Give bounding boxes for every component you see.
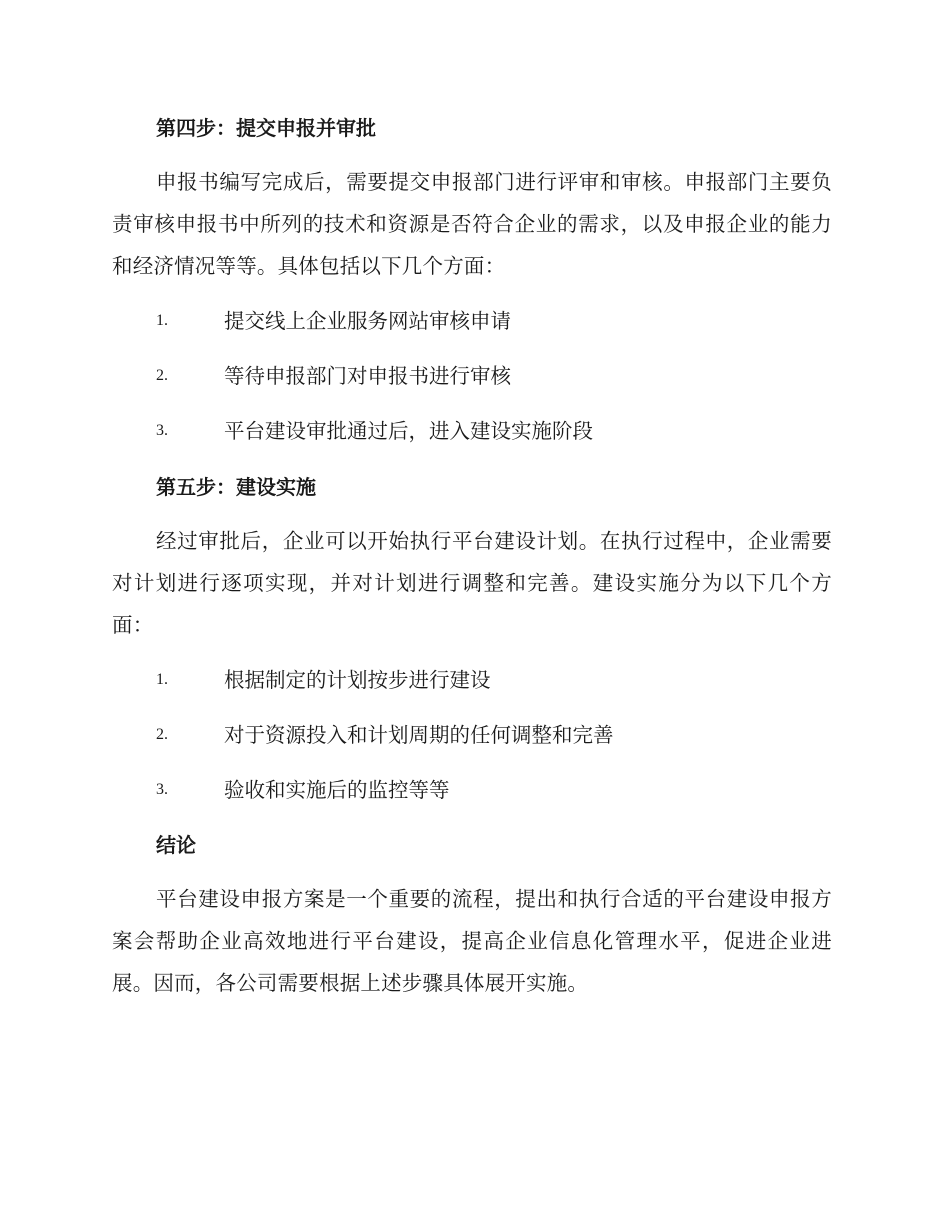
list-number: 3.	[156, 781, 168, 798]
list-text: 验收和实施后的监控等等	[224, 778, 450, 802]
list-number: 2.	[156, 367, 168, 384]
section-4-paragraph: 申报书编写完成后，需要提交申报部门进行评审和审核。申报部门主要负责审核申报书中所列的技术和资源是否符合企业的需求，以及申报企业的能力和经济情况等等。具体包括以下几个方面：	[112, 170, 832, 278]
list-number: 1.	[156, 312, 168, 329]
list-number: 3.	[156, 422, 168, 439]
conclusion-heading: 结论	[156, 833, 196, 857]
list-number: 1.	[156, 671, 168, 688]
section-4-list-item-2	[112, 361, 832, 391]
list-number: 2.	[156, 726, 168, 743]
list-text: 提交线上企业服务网站审核申请	[224, 309, 511, 333]
conclusion-paragraph: 平台建设申报方案是一个重要的流程，提出和执行合适的平台建设申报方案会帮助企业高效地进行平台建设，提高企业信息化管理水平，促进企业进展。因而，各公司需要根据上述步骤具体展开实施。	[112, 887, 832, 995]
section-5-list-item-2	[112, 720, 832, 750]
section-4-list-item-3	[112, 416, 832, 446]
section-5-heading: 第五步：建设实施	[156, 475, 316, 499]
list-text: 对于资源投入和计划周期的任何调整和完善	[224, 723, 614, 747]
section-4-heading: 第四步：提交申报并审批	[156, 116, 376, 140]
section-5-paragraph: 经过审批后，企业可以开始执行平台建设计划。在执行过程中，企业需要对计划进行逐项实现，并对计划进行调整和完善。建设实施分为以下几个方面：	[112, 529, 832, 637]
section-5-list-item-3	[112, 775, 832, 805]
list-text: 等待申报部门对申报书进行审核	[224, 364, 511, 388]
list-text: 平台建设审批通过后，进入建设实施阶段	[224, 419, 593, 443]
section-5-list-item-1	[112, 665, 832, 695]
list-text: 根据制定的计划按步进行建设	[224, 668, 491, 692]
section-4-list-item-1	[112, 306, 832, 336]
